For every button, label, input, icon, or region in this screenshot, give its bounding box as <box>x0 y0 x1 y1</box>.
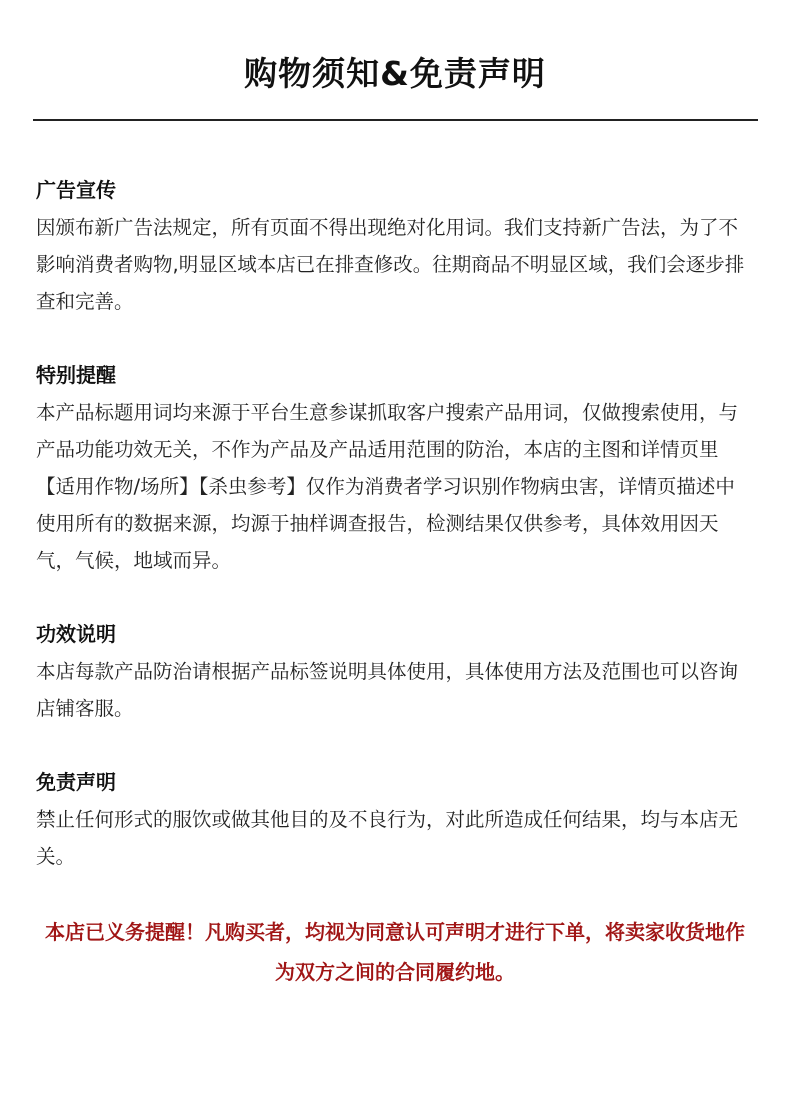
section-body: 本店每款产品防治请根据产品标签说明具体使用，具体使用方法及范围也可以咨询店铺客服。 <box>36 660 739 720</box>
section-heading: 免责声明 <box>36 770 116 794</box>
section-body: 禁止任何形式的服饮或做其他目的及不良行为，对此所造成任何结果，均与本店无关。 <box>36 808 739 868</box>
section-special-notice <box>36 357 754 579</box>
section-heading: 广告宣传 <box>36 178 116 202</box>
section-disclaimer <box>36 764 754 875</box>
final-warning-notice: 本店已义务提醒！凡购买者，均视为同意认可声明才进行下单，将卖家收货地作为双方之间的合同履约地。 <box>45 920 745 984</box>
page-title: 购物须知&免责声明 <box>244 54 546 93</box>
section-efficacy <box>36 616 754 727</box>
section-advertising <box>36 172 754 320</box>
section-body: 因颁布新广告法规定，所有页面不得出现绝对化用词。我们支持新广告法，为了不影响消费者购物,明显区域本店已在排查修改。往期商品不明显区域，我们会逐步排查和完善。 <box>36 216 745 313</box>
section-body: 本产品标题用词均来源于平台生意参谋抓取客户搜索产品用词，仅做搜索使用，与产品功能功效无关，不作为产品及产品适用范围的防治，本店的主图和详情页里【适用作物/场所】【杀虫参考】仅作为消费者学习识别作物病虫害，详情页描述中使用所有的数据来源，均源于抽样调查报告，检测结果仅供参考，具体效用因天气，气候，地域而异。 <box>36 401 739 572</box>
section-heading: 功效说明 <box>36 622 116 646</box>
section-heading: 特别提醒 <box>36 363 116 387</box>
title-divider <box>33 119 758 121</box>
